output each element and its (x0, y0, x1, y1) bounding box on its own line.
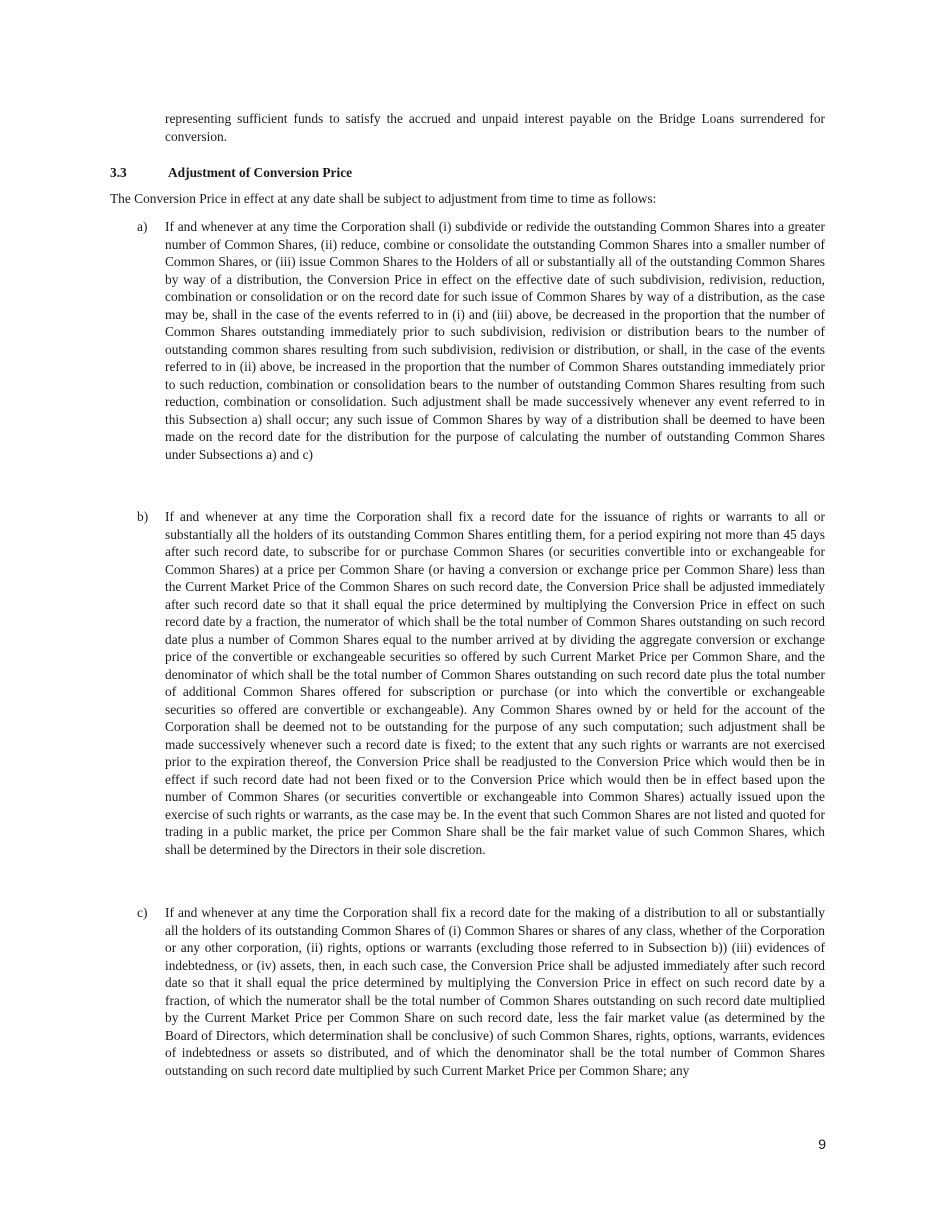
section-number: 3.3 (110, 165, 127, 180)
section-intro: The Conversion Price in effect at any date shall be subject to adjustment from time to time as follows: (110, 191, 657, 206)
section-heading (110, 164, 825, 182)
page-number: 9 (818, 1136, 826, 1152)
list-item-text: If and whenever at any time the Corporation shall (i) subdivide or redivide the outstanding Common Shares into a greater number of Common Shares, (ii) reduce, combine or consolidate the outstanding Common Shares into a smaller number of Common Shares, or (iii) issue Common Shares to the Holders of all or substantially all of the outstanding Common Shares by way of a distribution, the Conversion Price in effect on the effective date of such subdivision, redivision, reduction, combination or consolidation or on the record date for such issue of Common Shares by way of a distribution, as the case may be, shall in the case of the events referred to in (i) and (iii) above, be decreased in the proportion that the number of Common Shares outstanding immediately prior to such subdivision, redivision or distribution bears to the number of outstanding common shares resulting from such subdivision, redivision or distribution, or shall, in the case of the events referred to in (ii) above, be increased in the proportion that the number of Common Shares outstanding immediately prior to such reduction, combination or consolidation bears to the number of outstanding Common Shares resulting from such reduction, combination or consolidation. Such adjustment shall be made successively whenever any event referred to in this Subsection a) shall occur; any such issue of Common Shares by way of a distribution shall be deemed to have been made on the record date for the distribution for the purpose of calculating the number of outstanding Common Shares under Subsections a) and c) (165, 219, 825, 462)
list-marker: b) (137, 509, 149, 524)
continuation-paragraph: representing sufficient funds to satisfy the accrued and unpaid interest payable on the Bridge Loans surrendered for conversion. (165, 111, 825, 144)
list-item-text: If and whenever at any time the Corporation shall fix a record date for the issuance of rights or warrants to all or substantially all the holders of its outstanding Common Shares entitling them, for a period expiring not more than 45 days after such record date, to subscribe for or purchase Common Shares (or securities convertible into or exchangeable for Common Shares) at a price per Common Share (or having a conversion or exchange price per Common Share) less than the Current Market Price of the Common Shares on such record date, the Conversion Price shall be adjusted immediately after such record date so that it shall equal the price determined by multiplying the Conversion Price in effect on such record date by a fraction, the numerator of which shall be the total number of Common Shares outstanding on such record date plus a number of Common Shares equal to the number arrived at by dividing the aggregate conversion or exchange price of the convertible or exchangeable securities so offered by such Current Market Price per Common Share, and the denominator of which shall be the total number of Common Shares outstanding on such record date plus the total number of additional Common Shares offered for subscription or purchase (or into which the convertible or exchangeable securities so offered are convertible or exchangeable). Any Common Shares owned by or held for the account of the Corporation shall be deemed not to be outstanding for the purpose of any such computation; such adjustment shall be made successively whenever such a record date is fixed; to the extent that any such rights or warrants are not exercised prior to the expiration thereof, the Conversion Price shall be readjusted to the Conversion Price which would then be in effect if such record date had not been fixed or to the Conversion Price which would then be in effect based upon the number of Common Shares (or securities convertible or exchangeable into Common Shares) actually issued upon the exercise of such rights or warrants, as the case may be. In the event that such Common Shares are not listed and quoted for trading in a public market, the price per Common Share shall be the fair market value of such Common Shares, which shall be determined by the Directors in their sole discretion. (165, 509, 825, 857)
list-marker: a) (137, 219, 148, 234)
list-item-text: If and whenever at any time the Corporation shall fix a record date for the making of a distribution to all or substantially all the holders of its outstanding Common Shares of (i) Common Shares or shares of any class, whether of the Corporation or any other corporation, (ii) rights, options or warrants (excluding those referred to in Subsection b)) (iii) evidences of indebtedness, or (iv) assets, then, in each such case, the Conversion Price shall be adjusted immediately after such record date so that it shall equal the price determined by multiplying the Conversion Price in effect on such record date by a fraction, of which the numerator shall be the total number of Common Shares outstanding on such record date multiplied by the Current Market Price per Common Share on such record date, less the fair market value (as determined by the Board of Directors, which determination shall be conclusive) of such Common Shares, rights, options, warrants, evidences of indebtedness or assets so distributed, and of which the denominator shall be the total number of Common Shares outstanding on such record date multiplied by such Current Market Price per Common Share; any (165, 905, 825, 1078)
section-title: Adjustment of Conversion Price (168, 165, 353, 180)
list-marker: c) (137, 905, 148, 920)
